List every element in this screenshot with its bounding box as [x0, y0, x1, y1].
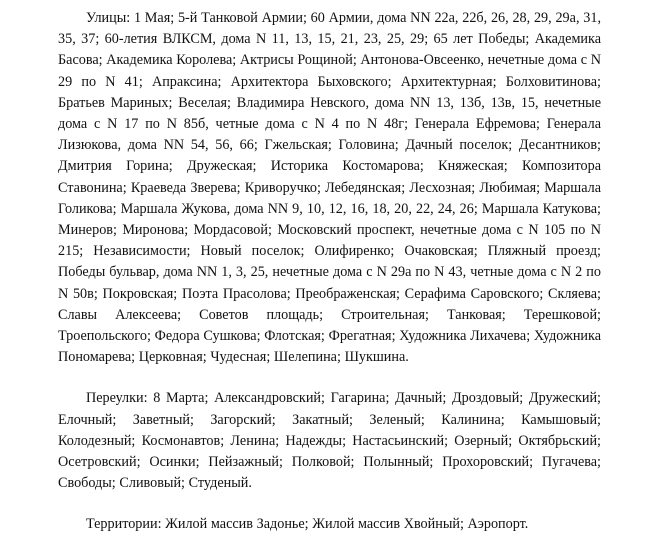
paragraph-territories: Территории: Жилой массив Задонье; Жилой массив Хвойный; Аэропорт.	[86, 516, 529, 533]
paragraph-streets: Улицы: 1 Мая; 5-й Танковой Армии; 60 Армии, дома NN 22а, 22б, 26, 28, 29, 29а, 31, 35, 37; 60-летия ВЛКСМ, дома N 11, 13, 15, 21, 23, 25, 29; 65 лет Победы; Академика Басова; Академика Королева; Актрисы Рощиной; Антонова-Овсеенко, нечетные дома с N 29 по N 41; Апраксина; Архитектора Быховского; Архитектурная; Болховитинова; Братьев Мариных; Веселая; Владимира Невского, дома NN 13, 13б, 13в, 15, нечетные дома с N 17 по N 85б, четные дома с N 4 по N 48г; Генерала Ефремова; Генерала Лизюкова, дома NN 54, 56, 66; Гжельская; Головина; Дачный поселок; Десантников; Дмитрия Горина; Дружеская; Историка Костомарова; Княжеская; Композитора Ставонина; Краеведа Зверева; Криворучко; Лебедянская; Лесхозная; Любимая; Маршала Голикова; Маршала Жукова, дома NN 9, 10, 12, 16, 18, 20, 22, 24, 26; Маршала Катукова; Минеров; Миронова; Мордасовой; Московский проспект, нечетные дома с N 105 по N 215; Независимости; Новый поселок; Олифиренко; Очаковская; Пляжный проезд; Победы бульвар, дома NN 1, 3, 25, нечетные дома с N 29а по N 43, четные дома с N 2 по N 50в; Покровская; Поэта Прасолова; Преображенская; Серафима Саровского; Скляева; Славы Алексеева; Советов площадь; Строительная; Танковая; Терешковой; Троепольского; Федора Сушкова; Флотская; Фрегатная; Художника Лихачева; Художника Пономарева; Церковная; Чудесная; Шелепина; Шукшина.	[58, 10, 601, 366]
paragraph-lanes: Переулки: 8 Марта; Александровский; Гагарина; Дачный; Дроздовый; Дружеский; Елочный; Заветный; Загорский; Закатный; Зеленый; Калинина; Камышовый; Колодезный; Космонавтов; Ленина; Надежды; Настасьинский; Озерный; Октябрьский; Осетровский; Осинки; Пейзажный; Полковой; Полынный; Прохоровский; Пугачева; Свободы; Сливовый; Студеный.	[58, 390, 601, 492]
